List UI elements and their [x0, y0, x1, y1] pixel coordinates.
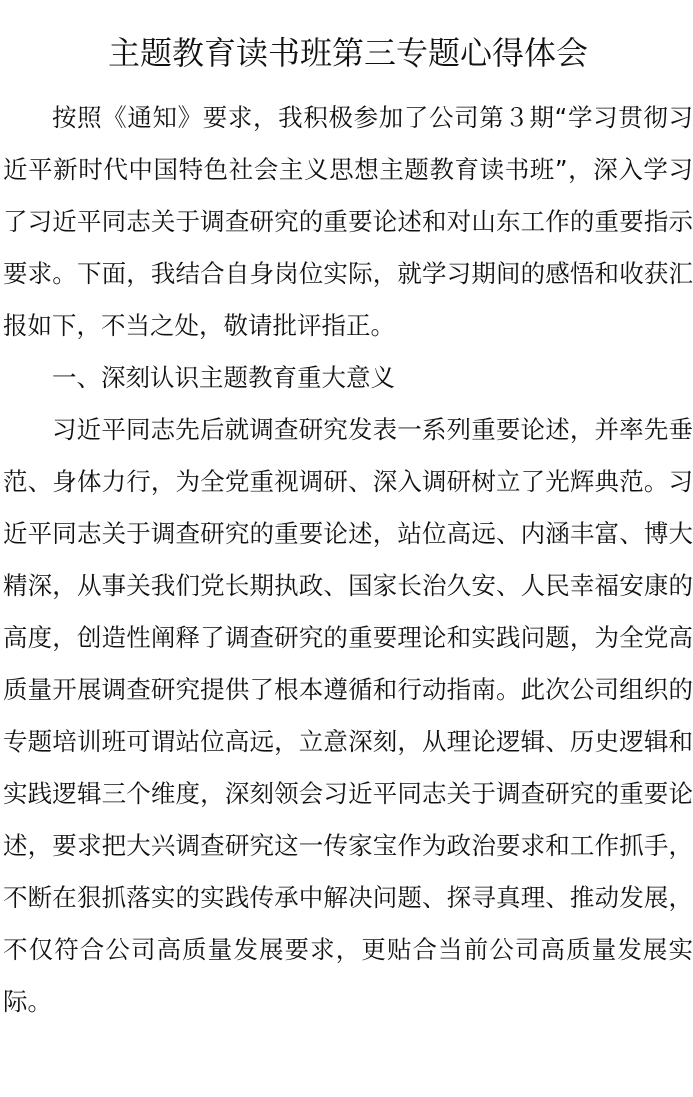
section-paragraph: 习近平同志先后就调查研究发表一系列重要论述，并率先垂范、身体力行，为全党重视调研、深入调研树立了光辉典范。习近平同志关于调查研究的重要论述，站位高远、内涵丰富、博大精深，从事关我们党长期执政、国家长治久安、人民幸福安康的高度，创造性阐释了调查研究的重要理论和实践问题，为全党高质量开展调查研究提供了根本遵循和行动指南。此次公司组织的专题培训班可谓站位高远，立意深刻，从理论逻辑、历史逻辑和实践逻辑三个维度，深刻领会习近平同志关于调查研究的重要论述，要求把大兴调查研究这一传家宝作为政治要求和工作抓手，不断在狠抓落实的实践传承中解决问题、探寻真理、推动发展，不仅符合公司高质量发展要求，更贴合当前公司高质量发展实际。: [3, 415, 693, 1016]
section-heading: 一、深刻认识主题教育重大意义: [52, 363, 395, 392]
document-body: [3, 92, 693, 1028]
document-title: 主题教育读书班第三专题心得体会: [107, 34, 588, 72]
intro-paragraph: 按照《通知》要求，我积极参加了公司第３期“学习贯彻习近平新时代中国特色社会主义思想主题教育读书班”，深入学习了习近平同志关于调查研究的重要论述和对山东工作的重要指示要求。下面，我结合自身岗位实际，就学习期间的感悟和收获汇报如下，不当之处，敬请批评指正。: [3, 103, 693, 340]
